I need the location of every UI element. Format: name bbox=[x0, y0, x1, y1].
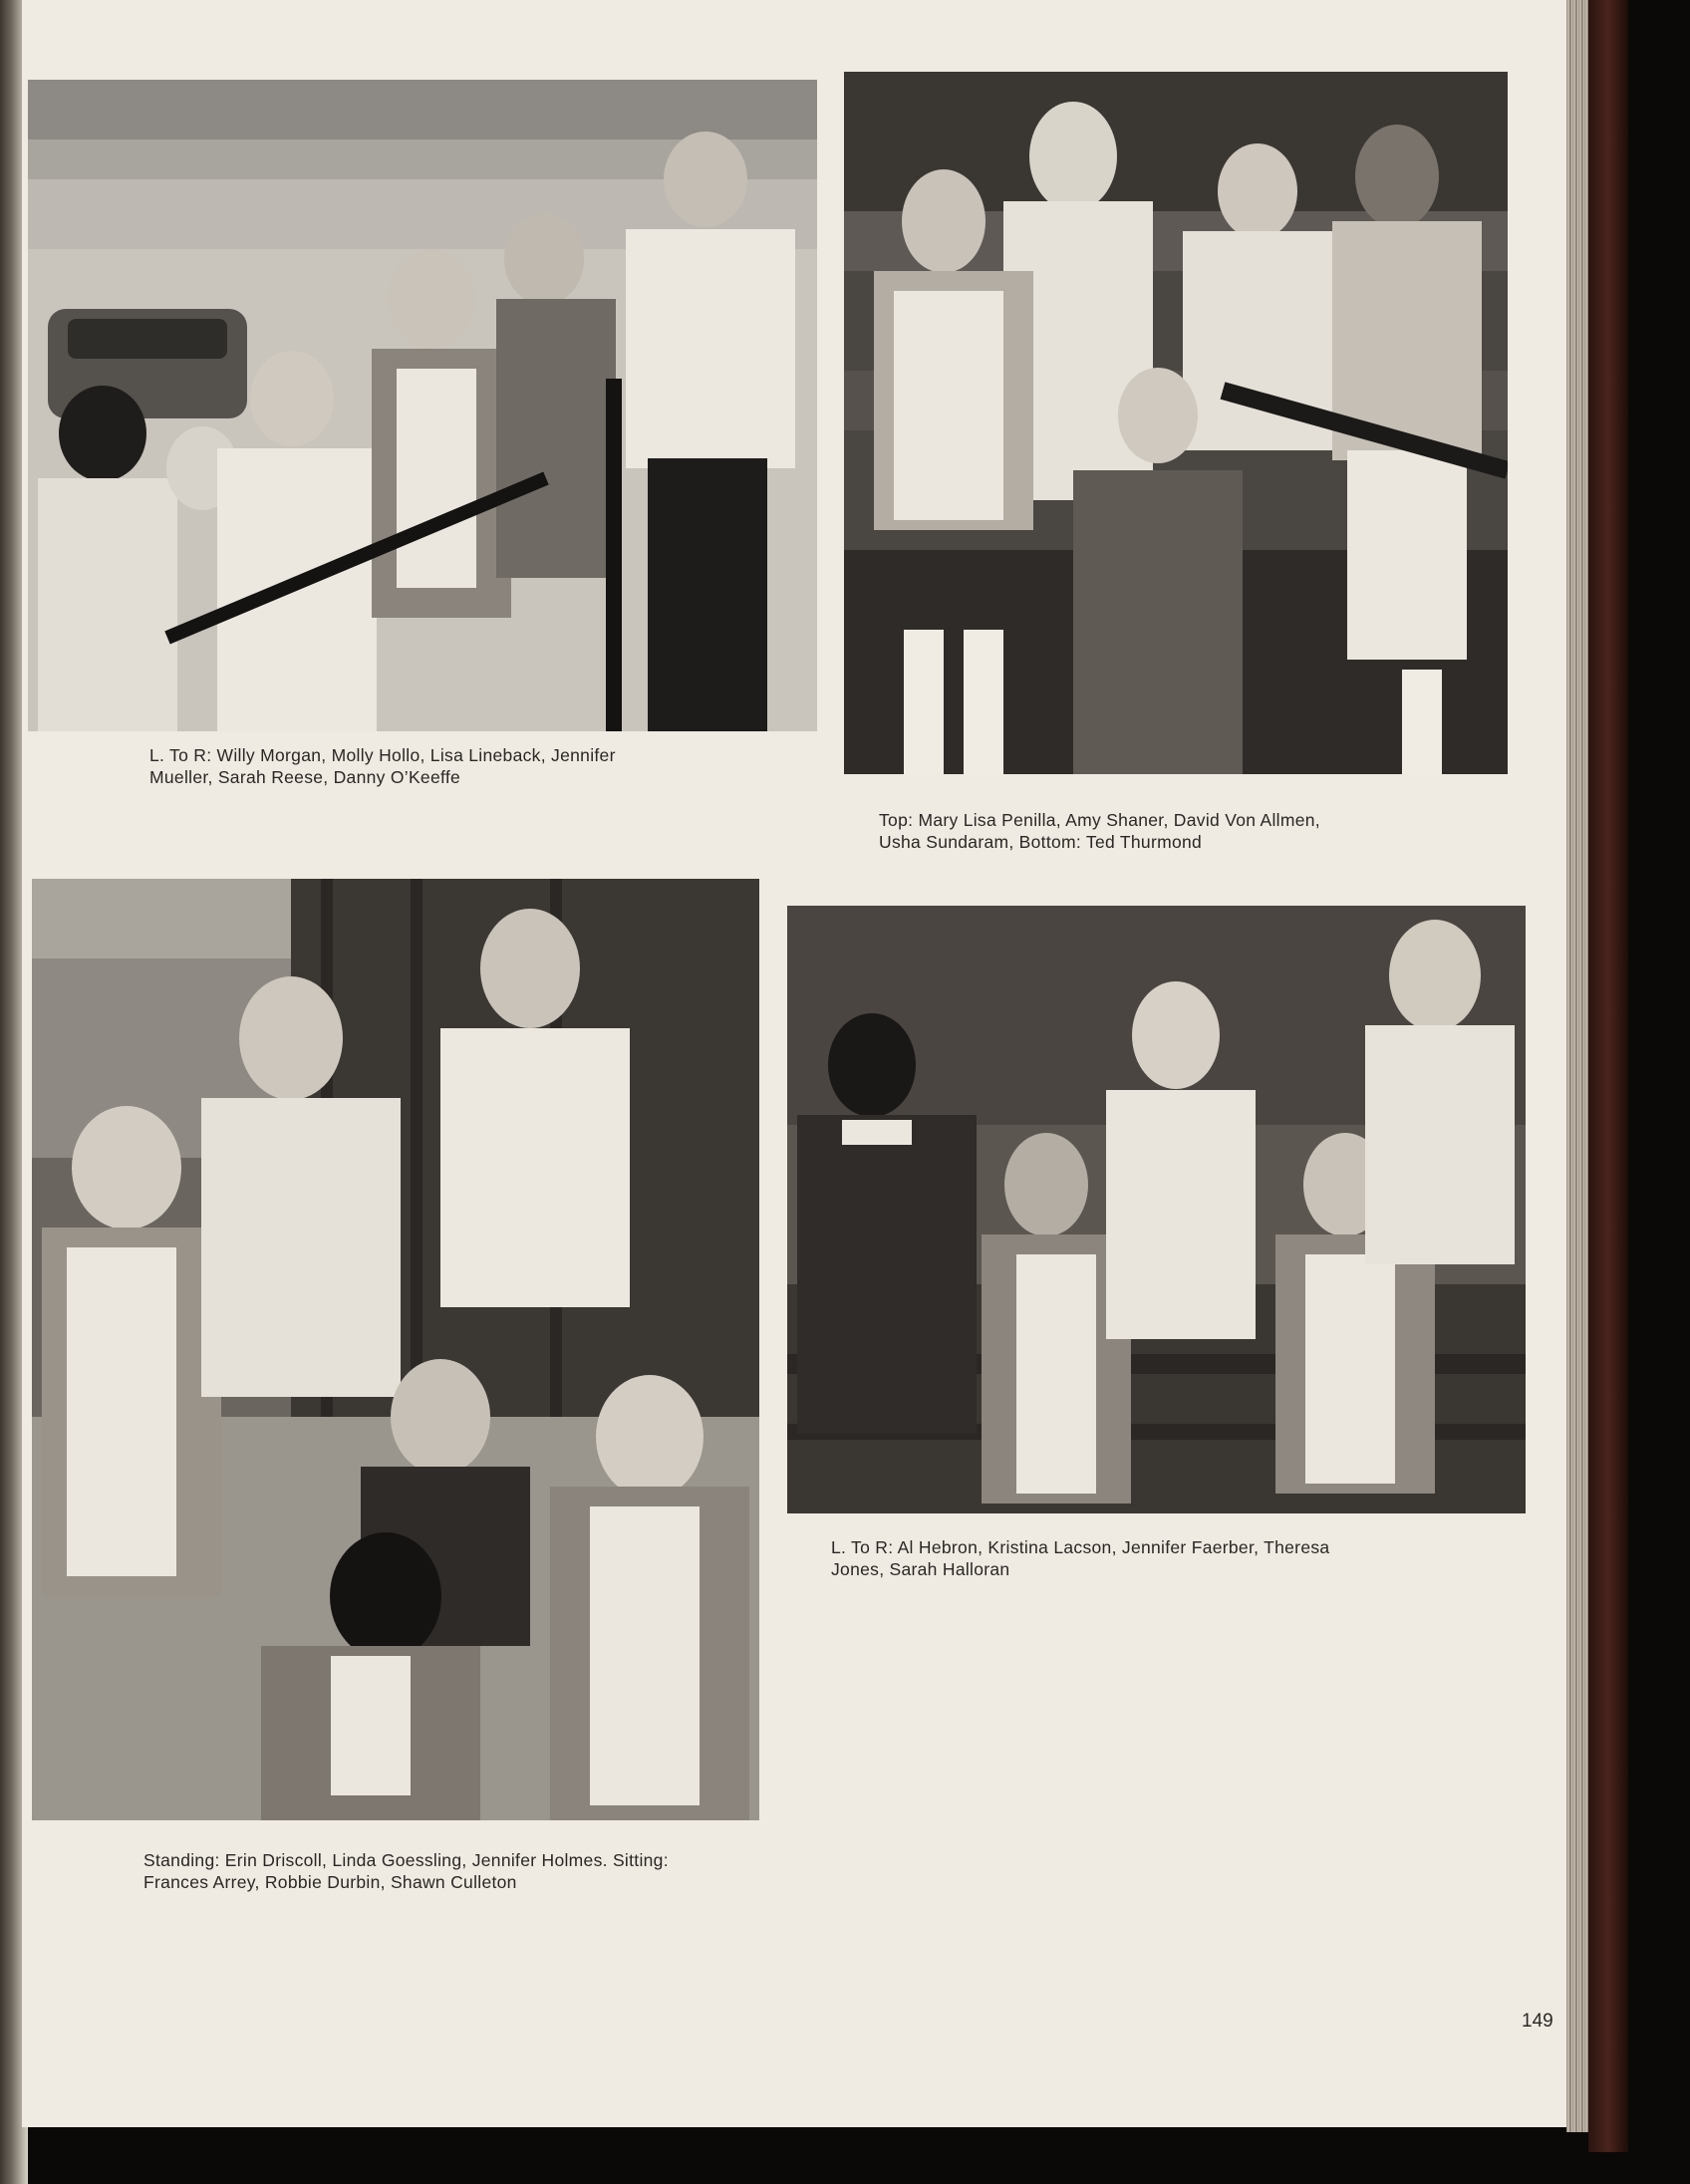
class-photo-4 bbox=[787, 906, 1526, 1513]
page-stack-edge bbox=[1566, 0, 1588, 2132]
caption-line: Standing: Erin Driscoll, Linda Goessling, Jennifer Holmes. Sitting: bbox=[143, 1850, 669, 1870]
caption-line: Usha Sundaram, Bottom: Ted Thurmond bbox=[879, 832, 1203, 852]
photo-3-caption bbox=[143, 1849, 669, 1893]
class-photo-2 bbox=[844, 72, 1508, 774]
caption-line: Jones, Sarah Halloran bbox=[831, 1559, 1010, 1579]
photo-1-caption bbox=[149, 744, 616, 788]
caption-line: L. To R: Willy Morgan, Molly Hollo, Lisa Lineback, Jennifer bbox=[149, 745, 616, 765]
caption-line: L. To R: Al Hebron, Kristina Lacson, Jennifer Faerber, Theresa bbox=[831, 1537, 1330, 1557]
class-photo-3 bbox=[32, 879, 759, 1820]
class-photo-1 bbox=[28, 80, 817, 731]
page-number: 149 bbox=[1522, 2011, 1553, 2032]
yearbook-page bbox=[22, 0, 1578, 2127]
caption-line: Frances Arrey, Robbie Durbin, Shawn Culleton bbox=[143, 1872, 517, 1892]
caption-line: Mueller, Sarah Reese, Danny O’Keeffe bbox=[149, 767, 461, 787]
caption-line: Top: Mary Lisa Penilla, Amy Shaner, David Von Allmen, bbox=[879, 810, 1320, 830]
photo-2-caption bbox=[879, 809, 1320, 853]
photo-4-caption bbox=[831, 1536, 1329, 1580]
book-binding bbox=[1588, 0, 1628, 2152]
